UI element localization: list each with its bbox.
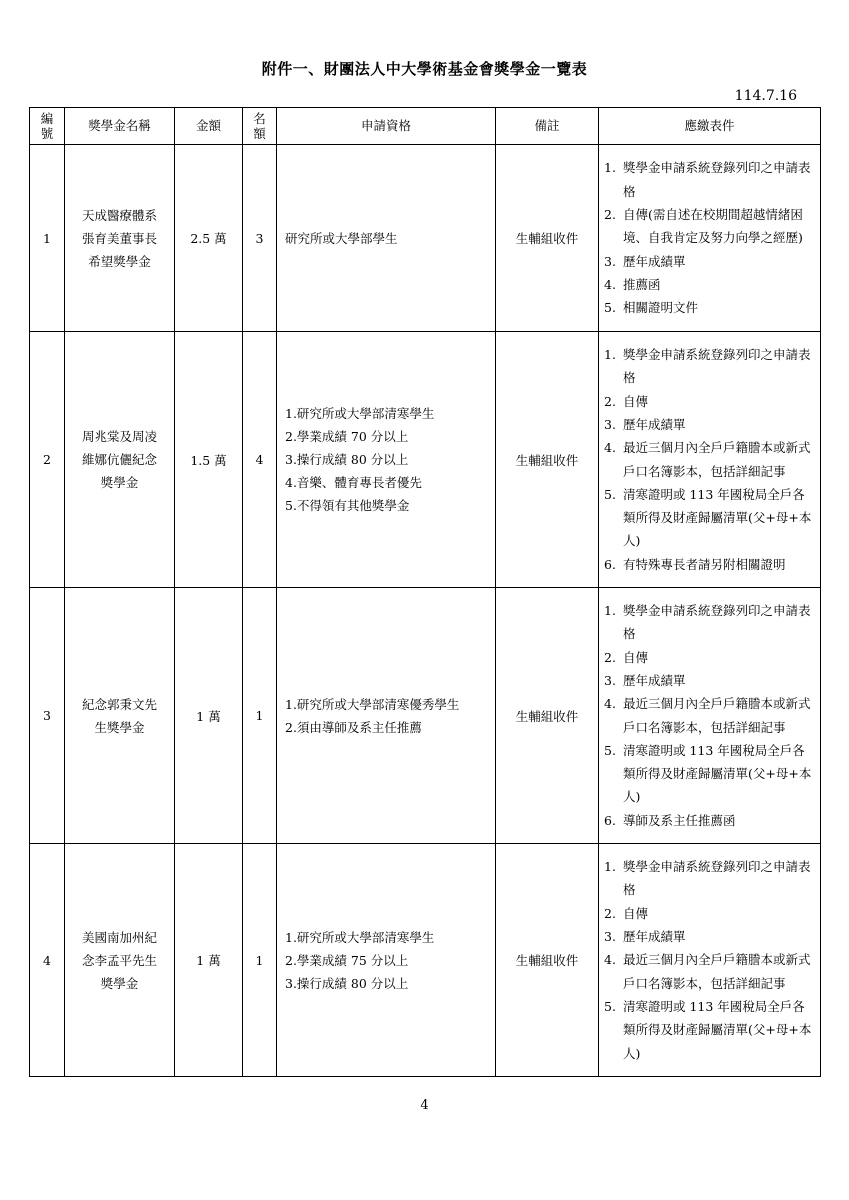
document-item-text: 清寒證明或 113 年國稅局全戶各類所得及財產歸屬清單(父+母+本人) [623,742,812,805]
note-cell: 生輔組收件 [496,145,599,332]
note-cell: 生輔組收件 [496,588,599,844]
qualification-cell [277,332,496,588]
document-item-text: 獎學金申請系統登錄列印之申請表格 [623,160,811,199]
document-item-text: 導師及系主任推薦函 [623,812,736,828]
scholarship-name-line: 獎學金 [100,475,139,490]
table-header-row [30,108,821,145]
document-item-number: 3. [604,416,616,432]
note-cell: 生輔組收件 [496,844,599,1077]
document-item-number: 1. [604,347,616,363]
documents-list [599,343,820,576]
document-item-text: 相關證明文件 [623,300,699,316]
scholarship-name-line: 獎學金 [100,975,139,991]
scholarship-name [65,332,175,588]
document-item-text: 獎學金申請系統登錄列印之申請表格 [623,859,811,898]
document-item-number: 2. [604,393,616,409]
document-item-number: 1. [604,603,616,619]
document-item [599,273,820,296]
documents-list [599,599,820,832]
qualification-item: 2.須由導師及系主任推薦 [285,719,422,735]
scholarship-name [65,844,175,1077]
document-item-text: 歷年成績單 [623,416,686,432]
document-item-text: 清寒證明或 113 年國稅局全戶各類所得及財產歸屬清單(父+母+本人) [623,998,812,1061]
scholarship-name-line: 紀念郭秉文先 [81,696,157,712]
document-item-text: 歷年成績單 [623,253,686,269]
row-number: 3 [30,588,65,844]
document-item-text: 最近三個月內全戶戶籍謄本或新式戶口名簿影本，包括詳細記事 [623,952,811,991]
scholarship-name [65,588,175,844]
document-item [599,669,820,692]
scholarship-table [29,107,821,1077]
page-number: 4 [420,1098,429,1113]
document-item [599,553,820,576]
document-item-number: 5. [604,742,616,758]
qualification-cell [277,588,496,844]
document-item-text: 最近三個月內全戶戶籍謄本或新式戶口名簿影本，包括詳細記事 [623,440,811,479]
row-number: 1 [30,145,65,332]
document-item-number: 2. [604,649,616,665]
document-item [599,296,820,319]
qualification-item: 2.學業成績 70 分以上 [285,429,409,444]
qualification-item: 2.學業成績 75 分以上 [285,952,409,968]
header-quota: 名額 [243,108,277,145]
header-no: 編號 [30,108,65,145]
document-item-number: 5. [604,998,616,1014]
document-item-text: 自傳 [623,649,649,665]
scholarship-quota: 3 [243,145,277,332]
document-item-number: 4. [604,952,616,968]
document-item-number: 1. [604,859,616,875]
document-item [599,343,820,390]
qualification-item: 研究所或大學部學生 [285,230,398,246]
document-item-number: 3. [604,929,616,945]
row-number: 2 [30,332,65,588]
documents-cell [599,145,821,332]
document-item [599,925,820,948]
document-item-number: 3. [604,672,616,688]
document-item-text: 獎學金申請系統登錄列印之申請表格 [623,603,811,642]
table-row [30,588,821,844]
document-item [599,739,820,809]
scholarship-name [65,145,175,332]
documents-list [599,855,820,1065]
document-item-text: 自傳(需自述在校期間超越情緒困境、自我肯定及努力向學之經歷) [623,207,803,246]
documents-cell [599,588,821,844]
scholarship-amount: 1 萬 [175,844,243,1077]
documents-cell [599,844,821,1077]
document-item [599,483,820,553]
document-item-text: 自傳 [623,905,649,921]
note-cell: 生輔組收件 [496,332,599,588]
document-item [599,995,820,1065]
scholarship-quota: 1 [243,588,277,844]
qualification-item: 4.音樂、體育專長者優先 [285,475,422,490]
document-item-number: 5. [604,300,616,316]
document-item-number: 2. [604,905,616,921]
document-item [599,948,820,995]
scholarship-name-line: 張育美董事長 [81,230,157,246]
document-item [599,855,820,902]
header-note: 備註 [496,108,599,145]
document-item-number: 4. [604,276,616,292]
document-item-number: 6. [604,812,616,828]
document-item-text: 清寒證明或 113 年國稅局全戶各類所得及財產歸屬清單(父+母+本人) [623,486,812,549]
document-item-number: 4. [604,440,616,456]
header-amount: 金額 [175,108,243,145]
qualification-item: 1.研究所或大學部清寒優秀學生 [285,696,460,712]
qualification-item: 1.研究所或大學部清寒學生 [285,929,435,945]
document-item [599,902,820,925]
qualification-item: 1.研究所或大學部清寒學生 [285,406,435,421]
header-qualification: 申請資格 [277,108,496,145]
document-item-text: 推薦函 [623,276,661,292]
document-item-number: 2. [604,207,616,223]
document-item-number: 5. [604,486,616,502]
table-row [30,145,821,332]
scholarship-amount: 2.5 萬 [175,145,243,332]
document-item [599,390,820,413]
document-date: 114.7.16 [734,88,797,104]
document-item [599,809,820,832]
scholarship-quota: 4 [243,332,277,588]
document-title: 附件一、財團法人中大學術基金會獎學金一覽表 [261,60,588,78]
document-item [599,436,820,483]
qualification-cell [277,145,496,332]
scholarship-name-line: 周兆棠及周凌 [81,429,157,444]
document-item [599,413,820,436]
header-documents: 應繳表件 [599,108,821,145]
scholarship-name-line: 天成醫療體系 [81,207,157,223]
document-item-number: 1. [604,160,616,176]
scholarship-name-line: 生獎學金 [94,719,145,735]
document-item [599,203,820,250]
document-item [599,156,820,203]
scholarship-name-line: 希望獎學金 [88,253,151,269]
document-item [599,692,820,739]
document-item-text: 歷年成績單 [623,929,686,945]
document-item-text: 有特殊專長者請另附相關證明 [623,556,786,572]
scholarship-name-line: 念李孟平先生 [81,952,157,968]
qualification-cell [277,844,496,1077]
qualification-item: 3.操行成績 80 分以上 [285,452,409,467]
document-item-text: 自傳 [623,393,649,409]
table-row [30,844,821,1077]
header-name: 獎學金名稱 [65,108,175,145]
row-number: 4 [30,844,65,1077]
scholarship-amount: 1.5 萬 [175,332,243,588]
scholarship-quota: 1 [243,844,277,1077]
scholarship-name-line: 美國南加州紀 [81,929,157,945]
documents-list [599,156,820,319]
qualification-item: 5.不得領有其他獎學金 [285,498,410,513]
document-item [599,250,820,273]
document-item-number: 6. [604,556,616,572]
scholarship-name-line: 維娜伉儷紀念 [81,452,157,467]
qualification-item: 3.操行成績 80 分以上 [285,975,409,991]
document-item [599,599,820,646]
scholarship-amount: 1 萬 [175,588,243,844]
document-item-text: 最近三個月內全戶戶籍謄本或新式戶口名簿影本，包括詳細記事 [623,696,811,735]
documents-cell [599,332,821,588]
document-item-text: 獎學金申請系統登錄列印之申請表格 [623,347,811,386]
document-item-number: 3. [604,253,616,269]
document-item-number: 4. [604,696,616,712]
document-item-text: 歷年成績單 [623,672,686,688]
table-row [30,332,821,588]
document-item [599,646,820,669]
